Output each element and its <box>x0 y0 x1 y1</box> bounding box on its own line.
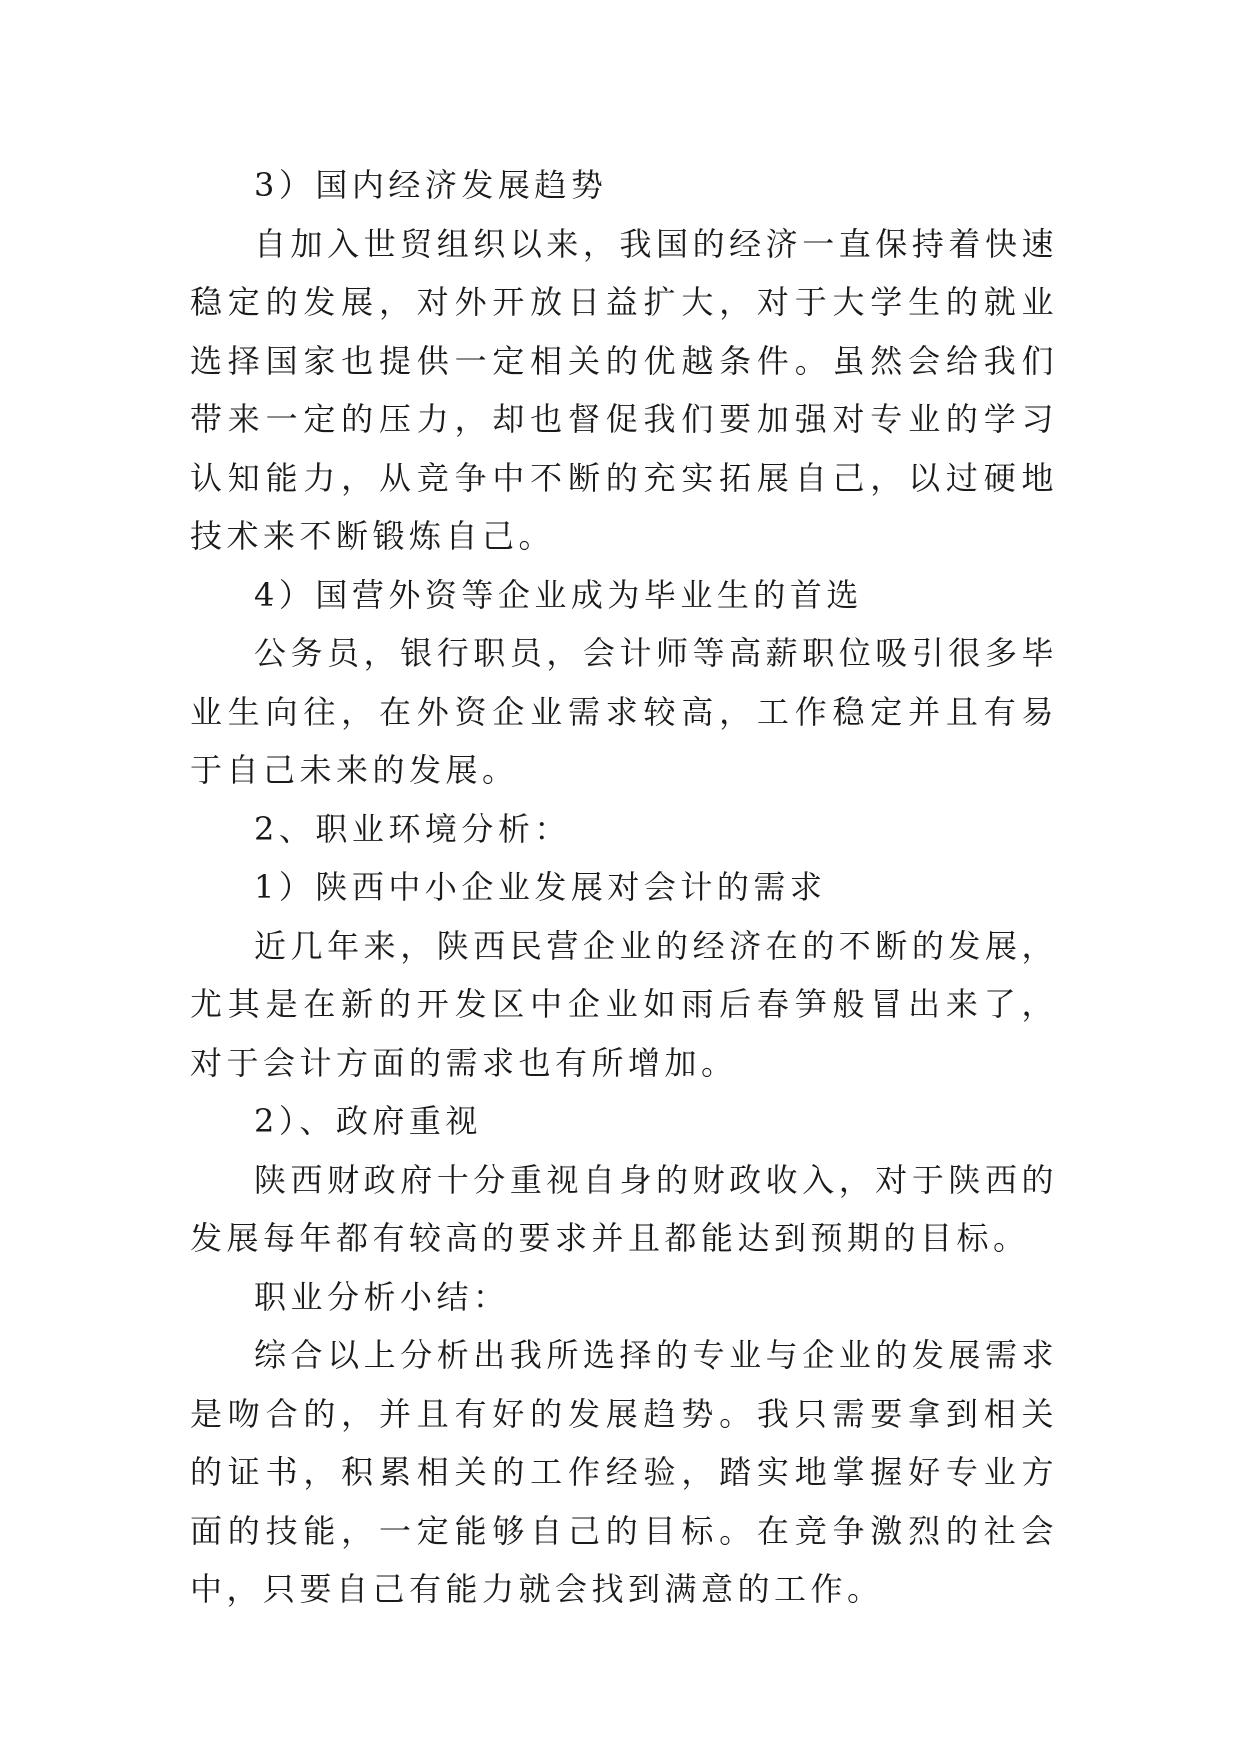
paragraph-domestic-economy: 自加入世贸组织以来，我国的经济一直保持着快速稳定的发展，对外开放日益扩大，对于大学生的就业选择国家也提供一定相关的优越条件。虽然会给我们带来一定的压力，却也督促我们要加强对专业的学习认知能力，从竞争中不断的充实拓展自己，以过硬地技术来不断锻炼自己。 <box>190 224 1058 555</box>
heading-career-environment: 2、职业环境分析： <box>254 809 571 848</box>
document-body <box>190 156 1058 1619</box>
paragraph-career-summary: 综合以上分析出我所选择的专业与企业的发展需求是吻合的，并且有好的发展趋势。我只需要拿到相关的证书，积累相关的工作经验，踏实地掌握好专业方面的技能，一定能够自己的目标。在竞争激烈的社会中，只要自己有能力就会找到满意的工作。 <box>190 1336 1058 1608</box>
paragraph-shaanxi-sme-demand: 近几年来，陕西民营企业的经济在的不断的发展，尤其是在新的开发区中企业如雨后春笋般冒出来了，对于会计方面的需求也有所增加。 <box>190 926 1058 1082</box>
heading-domestic-economy: 3）国内经济发展趋势 <box>254 166 608 204</box>
paragraph-government-attention: 陕西财政府十分重视自身的财政收入，对于陕西的发展每年都有较高的要求并且都能达到预期的目标。 <box>190 1160 1058 1257</box>
heading-state-foreign-enterprises: 4）国营外资等企业成为毕业生的首选 <box>254 575 863 614</box>
paragraph-state-foreign-enterprises: 公务员，银行职员，会计师等高薪职位吸引很多毕业生向往，在外资企业需求较高，工作稳定并且有易于自己未来的发展。 <box>190 634 1058 789</box>
heading-shaanxi-sme-demand: 1）陕西中小企业发展对会计的需求 <box>254 868 827 906</box>
heading-government-attention: 2）、政府重视 <box>254 1102 482 1140</box>
heading-career-summary: 职业分析小结： <box>254 1277 510 1316</box>
